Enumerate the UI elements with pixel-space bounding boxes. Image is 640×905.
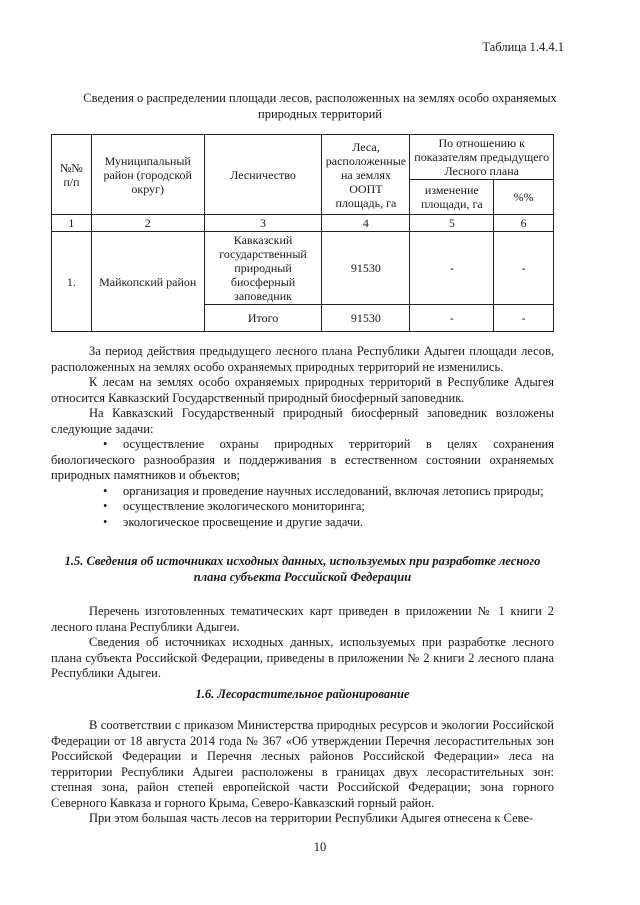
col-number: 6 [494, 215, 554, 232]
body-text-block-3 [51, 718, 554, 827]
cell-num: 1. [52, 232, 92, 332]
bullet-item [51, 499, 554, 515]
table-row [52, 232, 554, 305]
section-heading-1-5: 1.5. Сведения об источниках исходных данных, используемых при разработке лесного плана субъекта Российской Федерации [64, 554, 541, 584]
bullet-item [51, 484, 554, 500]
total-change: - [410, 305, 494, 332]
paragraph: Перечень изготовленных тематических карт приведен в приложении № 1 книги 2 лесного плана Республики Адыгеи. [51, 604, 554, 634]
cell-forestry: Кавказский государственный природный биосферный заповедник [204, 232, 322, 305]
bullet-text: осуществление охраны природных территорий в целях сохранения биологического разнообразия и поддерживания в естественном состоянии охраняемых природных памятников и объектов; [51, 437, 554, 482]
paragraph: При этом большая часть лесов на территории Республики Адыгея отнесена к Севе- [89, 811, 534, 825]
paragraph: Сведения об источниках исходных данных, используемых при разработке лесного плана субъекта Российской Федерации, приведены в приложении № 2 книги 2 лесного плана Республики Адыгеи. [51, 635, 554, 680]
total-area: 91530 [322, 305, 410, 332]
bullet-text: экологическое просвещение и другие задачи. [123, 514, 364, 529]
body-text-block-2 [51, 604, 554, 682]
body-text-block-1 [51, 344, 554, 530]
forest-area-table [51, 134, 554, 332]
paragraph: К лесам на землях особо охраняемых природных территорий в Республике Адыгея относится Кавказский Государственный природный биосферный заповедник. [51, 375, 554, 405]
header-num: №№ п/п [52, 135, 92, 215]
col-number: 5 [410, 215, 494, 232]
table-label: Таблица 1.4.4.1 [482, 40, 564, 54]
table-title: Сведения о распределении площади лесов, расположенных на землях особо охраняемых природных территорий [83, 91, 557, 121]
bullet-icon: • [103, 437, 108, 451]
cell-percent: - [494, 232, 554, 305]
cell-area: 91530 [322, 232, 410, 305]
bullet-icon: • [103, 499, 108, 513]
col-number: 1 [52, 215, 92, 232]
page-number: 10 [313, 840, 327, 854]
col-number: 3 [204, 215, 322, 232]
cell-district: Майкопский район [91, 232, 204, 332]
total-label: Итого [204, 305, 322, 332]
paragraph: За период действия предыдущего лесного плана Республики Адыгеи площади лесов, расположенных на землях особо охраняемых природных территорий не изменились. [51, 344, 554, 374]
header-forest-area: Леса, расположенные на землях ООПТ площадь, га [322, 135, 410, 215]
header-district: Муниципальный район (городской округ) [91, 135, 204, 215]
paragraph: В соответствии с приказом Министерства природных ресурсов и экологии Российской Федерации от 18 августа 2014 года № 367 «Об утверждении Перечня лесорастительных зон Российской Федерации и Перечня лесных районов Российской Федерации» леса на территории Республики Адыгеи расположены в границах двух лесорастительных зон: степная зона, район степей европейской части Российской Федерации; зона горного Северного Кавказа и горного Крыма, Северо-Кавказский горный район. [51, 718, 554, 810]
bullet-icon: • [103, 483, 108, 498]
col-number: 4 [322, 215, 410, 232]
col-number: 2 [91, 215, 204, 232]
header-percent: %% [494, 180, 554, 215]
header-prev-plan: По отношению к показателям предыдущего Лесного плана [410, 135, 554, 180]
cell-change: - [410, 232, 494, 305]
header-change: изменение площади, га [410, 180, 494, 215]
header-forestry: Лесничество [204, 135, 322, 215]
bullet-item [51, 515, 554, 531]
bullet-text: осуществление экологического мониторинга; [123, 499, 365, 513]
total-percent: - [494, 305, 554, 332]
bullet-icon: • [103, 514, 108, 529]
bullet-item [51, 437, 554, 484]
section-heading-1-6: 1.6. Лесорастительное районирование [195, 687, 410, 701]
paragraph: На Кавказский Государственный природный биосферный заповедник возложены следующие задачи: [51, 406, 554, 436]
bullet-text: организация и проведение научных исследований, включая летопись природы; [123, 483, 544, 498]
